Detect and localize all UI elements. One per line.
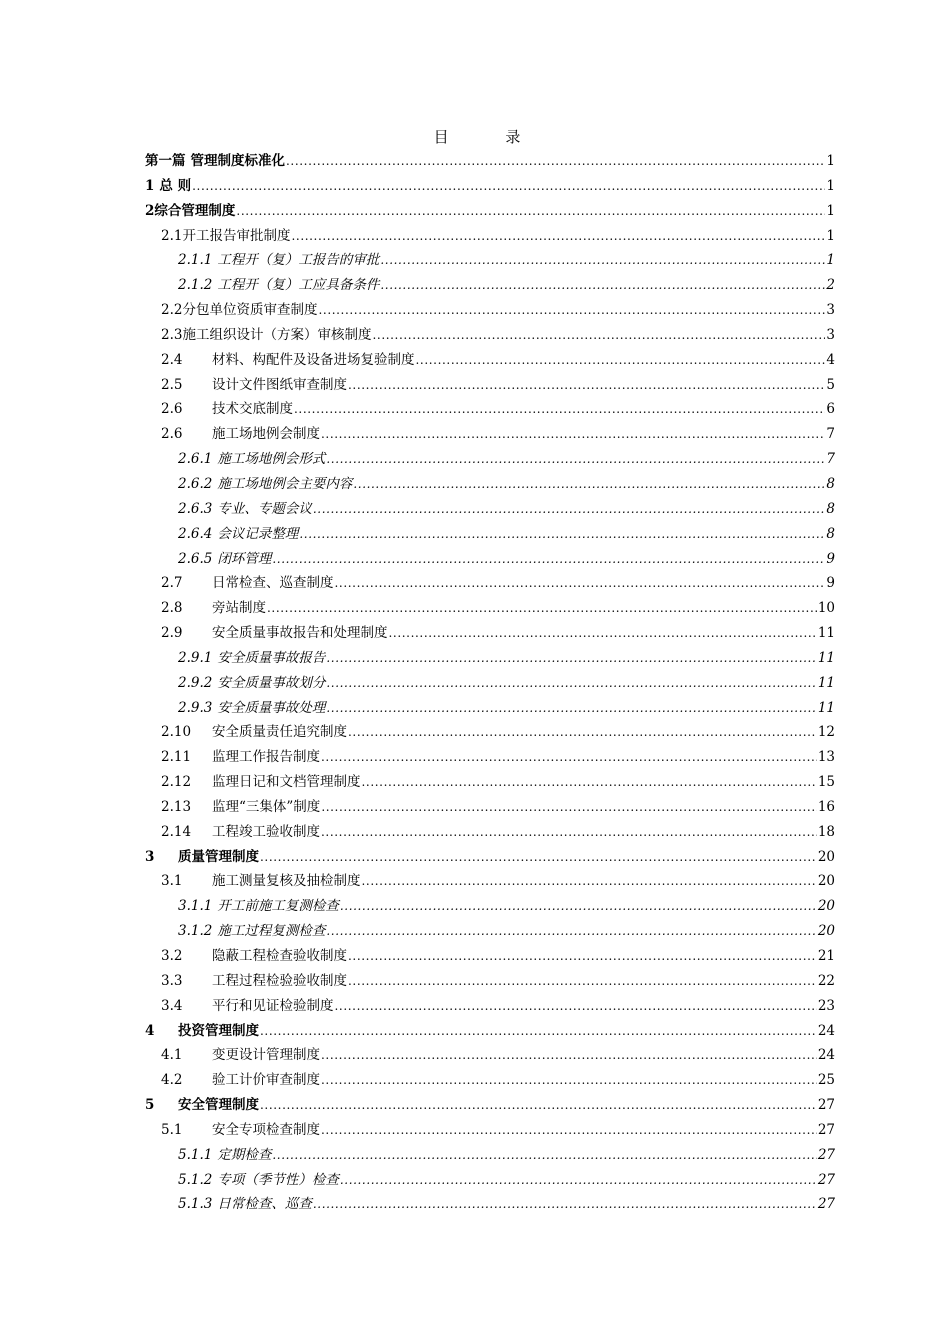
toc-entry-label: 监理工作报告制度 bbox=[212, 749, 320, 766]
toc-entry[interactable] bbox=[145, 373, 835, 398]
toc-entry-page-number: 9 bbox=[826, 575, 835, 592]
dot-leader bbox=[326, 646, 816, 671]
dot-leader bbox=[380, 248, 825, 273]
toc-entry[interactable] bbox=[145, 720, 835, 745]
toc-entry-page-number: 11 bbox=[817, 625, 835, 642]
dot-leader bbox=[260, 845, 817, 870]
dot-leader bbox=[321, 795, 817, 820]
toc-entry-page-number: 12 bbox=[817, 724, 835, 741]
toc-entry-page-number: 2 bbox=[826, 277, 835, 294]
toc-entry[interactable] bbox=[145, 273, 835, 298]
toc-entry-page-number: 23 bbox=[817, 997, 835, 1014]
toc-entry-label: 工程开（复）工应具备条件 bbox=[217, 277, 380, 294]
toc-entry-number: 2.1.1 bbox=[178, 252, 213, 269]
toc-entry-page-number: 8 bbox=[826, 500, 835, 517]
toc-entry-page-number: 27 bbox=[817, 1097, 835, 1114]
dot-leader bbox=[326, 696, 816, 721]
dot-leader bbox=[335, 571, 826, 596]
toc-entry-page-number: 9 bbox=[826, 550, 835, 567]
toc-entry[interactable] bbox=[145, 621, 835, 646]
toc-entry-number: 2.1.2 bbox=[178, 277, 213, 294]
toc-entry-number: 2.2 bbox=[161, 302, 183, 319]
toc-entry-number: 2.9 bbox=[161, 625, 183, 642]
toc-entry[interactable] bbox=[145, 472, 835, 497]
dot-leader bbox=[348, 373, 825, 398]
toc-entry-number: 2.8 bbox=[161, 600, 183, 617]
toc-entry-label: 定期检查 bbox=[217, 1146, 272, 1163]
toc-entry[interactable] bbox=[145, 1019, 835, 1044]
toc-entry-label: 施工组织设计（方案）审核制度 bbox=[182, 326, 372, 343]
toc-entry-label: 安全管理制度 bbox=[178, 1097, 259, 1114]
toc-entry[interactable] bbox=[145, 149, 835, 174]
toc-entry-page-number: 11 bbox=[817, 674, 835, 691]
toc-entry[interactable] bbox=[145, 770, 835, 795]
toc-entry-number: 第一篇 bbox=[145, 153, 186, 169]
toc-entry-page-number: 8 bbox=[826, 525, 835, 542]
toc-entry-label: 施工场地例会形式 bbox=[217, 451, 326, 468]
toc-entry[interactable] bbox=[145, 745, 835, 770]
toc-entry-label: 质量管理制度 bbox=[178, 848, 259, 865]
toc-entry-page-number: 25 bbox=[817, 1072, 835, 1089]
toc-entry-page-number: 20 bbox=[817, 848, 835, 865]
toc-entry-number: 3.3 bbox=[161, 972, 183, 989]
toc-entry-page-number: 20 bbox=[817, 923, 835, 940]
toc-entry[interactable] bbox=[145, 869, 835, 894]
toc-entry-page-number: 3 bbox=[826, 302, 835, 319]
dot-leader bbox=[192, 174, 825, 199]
toc-entry-page-number: 5 bbox=[826, 376, 835, 393]
toc-entry-label: 隐蔽工程检查验收制度 bbox=[212, 948, 347, 964]
toc-entry[interactable] bbox=[145, 894, 835, 919]
toc-entry-label: 闭环管理 bbox=[217, 550, 272, 567]
toc-entry-label: 工程过程检验验收制度 bbox=[212, 972, 347, 989]
toc-entry-page-number: 1 bbox=[826, 252, 835, 269]
dot-leader bbox=[362, 770, 817, 795]
dot-leader bbox=[321, 422, 825, 447]
toc-entry-page-number: 8 bbox=[826, 475, 835, 492]
dot-leader bbox=[353, 472, 825, 497]
dot-leader bbox=[294, 397, 825, 422]
dot-leader bbox=[326, 919, 816, 944]
toc-entry[interactable] bbox=[145, 571, 835, 596]
toc-entry[interactable] bbox=[145, 944, 835, 969]
dot-leader bbox=[272, 1143, 816, 1168]
toc-entry-number: 2.11 bbox=[161, 749, 192, 766]
toc-entry[interactable] bbox=[145, 845, 835, 870]
dot-leader bbox=[362, 869, 817, 894]
toc-entry[interactable] bbox=[145, 969, 835, 994]
dot-leader bbox=[326, 671, 816, 696]
dot-leader bbox=[272, 547, 825, 572]
dot-leader bbox=[416, 348, 826, 373]
dot-leader bbox=[236, 199, 825, 224]
toc-entry[interactable] bbox=[145, 497, 835, 522]
toc-entry-label: 材料、构配件及设备进场复验制度 bbox=[212, 351, 415, 368]
toc-entry[interactable] bbox=[145, 248, 835, 273]
toc-entry-number: 5 bbox=[145, 1097, 155, 1114]
toc-entry-number: 5.1 bbox=[161, 1121, 183, 1138]
toc-entry-label: 专项（季节性）检查 bbox=[217, 1171, 339, 1188]
toc-entry-page-number: 24 bbox=[817, 1047, 835, 1064]
toc-entry-label: 开工报告审批制度 bbox=[182, 227, 291, 244]
toc-entry-page-number: 1 bbox=[826, 153, 835, 169]
toc-entry[interactable] bbox=[145, 1043, 835, 1068]
toc-entry-number: 3.1 bbox=[161, 873, 183, 890]
dot-leader bbox=[318, 298, 825, 323]
toc-entry[interactable] bbox=[145, 1168, 835, 1193]
toc-entry[interactable] bbox=[145, 174, 835, 199]
toc-entry-page-number: 15 bbox=[817, 774, 835, 791]
toc-entry-label: 施工过程复测检查 bbox=[217, 923, 326, 940]
dot-leader bbox=[286, 149, 825, 174]
dot-leader bbox=[380, 273, 825, 298]
toc-entry-number: 2.9.2 bbox=[178, 674, 213, 691]
toc-entry-page-number: 11 bbox=[817, 649, 835, 666]
toc-entry-number: 2.6.2 bbox=[178, 475, 213, 492]
toc-entry-number: 4.2 bbox=[161, 1072, 183, 1089]
toc-entry-number: 2.13 bbox=[161, 798, 192, 815]
dot-leader bbox=[326, 447, 825, 472]
toc-entry-label: 安全质量事故划分 bbox=[217, 674, 326, 691]
toc-entry-page-number: 10 bbox=[817, 600, 835, 617]
toc-entry-page-number: 1 bbox=[826, 177, 835, 194]
toc-entry[interactable] bbox=[145, 447, 835, 472]
toc-entry-label: 平行和见证检验制度 bbox=[212, 997, 334, 1014]
toc-entry-number: 5.1.3 bbox=[178, 1196, 213, 1213]
toc-entry[interactable] bbox=[145, 1192, 835, 1217]
toc-entry-label: 工程竣工验收制度 bbox=[212, 823, 320, 840]
toc-entry-number: 2 bbox=[145, 202, 155, 219]
toc-entry[interactable] bbox=[145, 397, 835, 422]
toc-entry-page-number: 7 bbox=[826, 426, 835, 443]
toc-entry-label: 专业、专题会议 bbox=[217, 500, 312, 517]
toc-entry[interactable] bbox=[145, 994, 835, 1019]
toc-entry-label: 投资管理制度 bbox=[178, 1022, 259, 1039]
toc-entry-page-number: 24 bbox=[817, 1022, 835, 1039]
toc-entry-page-number: 4 bbox=[826, 351, 835, 368]
toc-entry[interactable] bbox=[145, 224, 835, 249]
toc-entry-page-number: 27 bbox=[817, 1121, 835, 1138]
toc-entry-number: 5.1.2 bbox=[178, 1171, 213, 1188]
toc-entry[interactable] bbox=[145, 1143, 835, 1168]
toc-entry-number: 2.10 bbox=[161, 724, 192, 741]
toc-entry-page-number: 3 bbox=[826, 326, 835, 343]
dot-leader bbox=[260, 1019, 817, 1044]
toc-entry-page-number: 22 bbox=[817, 972, 835, 989]
toc-entry-label: 安全质量责任追究制度 bbox=[212, 724, 347, 741]
toc-entry-number: 2.4 bbox=[161, 351, 183, 368]
toc-entry-page-number: 18 bbox=[817, 823, 835, 840]
toc-entry-page-number: 27 bbox=[817, 1171, 835, 1188]
toc-entry[interactable] bbox=[145, 820, 835, 845]
table-of-contents bbox=[145, 149, 835, 1217]
dot-leader bbox=[299, 522, 825, 547]
toc-entry-label: 开工前施工复测检查 bbox=[217, 898, 339, 915]
toc-entry-page-number: 20 bbox=[817, 873, 835, 890]
toc-entry-number: 2.9.3 bbox=[178, 699, 213, 716]
toc-entry-label: 安全质量事故报告 bbox=[217, 649, 326, 666]
toc-entry-number: 2.1 bbox=[161, 227, 183, 244]
dot-leader bbox=[321, 1068, 817, 1093]
toc-entry-label: 施工场地例会主要内容 bbox=[217, 475, 353, 492]
toc-entry-number: 2.12 bbox=[161, 774, 192, 791]
toc-entry-number: 2.6.1 bbox=[178, 451, 213, 468]
toc-entry-number: 3.2 bbox=[161, 948, 183, 964]
toc-entry-label: 总 则 bbox=[159, 177, 192, 194]
dot-leader bbox=[291, 224, 825, 249]
toc-entry[interactable] bbox=[145, 422, 835, 447]
toc-entry-label: 验工计价审查制度 bbox=[212, 1072, 320, 1089]
toc-title: 目 录 bbox=[433, 128, 547, 146]
toc-entry-label: 施工场地例会制度 bbox=[212, 426, 320, 443]
toc-entry-number: 4.1 bbox=[161, 1047, 183, 1064]
toc-entry[interactable] bbox=[145, 671, 835, 696]
toc-entry-page-number: 7 bbox=[826, 451, 835, 468]
toc-entry-label: 日常检查、巡查 bbox=[217, 1196, 312, 1213]
toc-entry-number: 2.6.4 bbox=[178, 525, 213, 542]
toc-entry-label: 分包单位资质审查制度 bbox=[182, 302, 318, 319]
toc-entry-label: 综合管理制度 bbox=[154, 202, 236, 219]
toc-entry-label: 日常检查、巡查制度 bbox=[212, 575, 334, 592]
toc-entry-number: 2.7 bbox=[161, 575, 183, 592]
toc-entry-number: 3.1.2 bbox=[178, 923, 213, 940]
toc-entry-number: 4 bbox=[145, 1022, 155, 1039]
dot-leader bbox=[348, 720, 817, 745]
toc-entry[interactable] bbox=[145, 1068, 835, 1093]
dot-leader bbox=[372, 323, 825, 348]
dot-leader bbox=[260, 1093, 817, 1118]
toc-entry-page-number: 13 bbox=[817, 749, 835, 766]
toc-entry-page-number: 1 bbox=[826, 202, 835, 219]
toc-entry[interactable] bbox=[145, 1118, 835, 1143]
toc-entry-label: 安全质量事故报告和处理制度 bbox=[212, 625, 388, 642]
toc-entry[interactable] bbox=[145, 919, 835, 944]
toc-entry-label: 设计文件图纸审查制度 bbox=[212, 376, 347, 393]
dot-leader bbox=[389, 621, 817, 646]
toc-entry-page-number: 27 bbox=[817, 1196, 835, 1213]
dot-leader bbox=[321, 1043, 817, 1068]
dot-leader bbox=[313, 1192, 817, 1217]
dot-leader bbox=[321, 745, 817, 770]
toc-entry-label: 变更设计管理制度 bbox=[212, 1047, 320, 1064]
dot-leader bbox=[348, 944, 817, 969]
toc-entry-page-number: 16 bbox=[817, 798, 835, 815]
toc-entry[interactable] bbox=[145, 696, 835, 721]
toc-entry-number: 2.6.3 bbox=[178, 500, 213, 517]
dot-leader bbox=[313, 497, 826, 522]
toc-entry-label: 施工测量复核及抽检制度 bbox=[212, 873, 361, 890]
dot-leader bbox=[340, 1168, 817, 1193]
toc-entry[interactable] bbox=[145, 646, 835, 671]
toc-entry[interactable] bbox=[145, 323, 835, 348]
toc-entry-label: 会议记录整理 bbox=[217, 525, 299, 542]
toc-entry-number: 2.6.5 bbox=[178, 550, 213, 567]
toc-entry-page-number: 21 bbox=[817, 948, 835, 964]
toc-entry-page-number: 6 bbox=[826, 401, 835, 418]
toc-entry-number: 2.6 bbox=[161, 401, 183, 418]
dot-leader bbox=[340, 894, 817, 919]
toc-entry-label: 旁站制度 bbox=[212, 600, 266, 617]
toc-entry-number: 1 bbox=[145, 177, 155, 194]
toc-entry-label: 监理日记和文档管理制度 bbox=[212, 774, 361, 791]
toc-entry[interactable] bbox=[145, 522, 835, 547]
toc-entry-page-number: 27 bbox=[817, 1146, 835, 1163]
toc-entry-label: 安全专项检查制度 bbox=[212, 1121, 320, 1138]
toc-entry-number: 2.14 bbox=[161, 823, 192, 840]
toc-entry-page-number: 20 bbox=[817, 898, 835, 915]
toc-entry-label: 工程开（复）工报告的审批 bbox=[217, 252, 380, 269]
toc-entry-label: 安全质量事故处理 bbox=[217, 699, 326, 716]
dot-leader bbox=[267, 596, 817, 621]
toc-entry-label: 监理“三集体”制度 bbox=[212, 798, 321, 815]
toc-entry-number: 2.9.1 bbox=[178, 649, 213, 666]
toc-entry-page-number: 11 bbox=[817, 699, 835, 716]
toc-entry-number: 3 bbox=[145, 848, 155, 865]
toc-entry[interactable] bbox=[145, 348, 835, 373]
toc-entry-label: 管理制度标准化 bbox=[190, 153, 285, 169]
toc-entry-number: 3.1.1 bbox=[178, 898, 213, 915]
dot-leader bbox=[335, 994, 817, 1019]
toc-entry-page-number: 1 bbox=[826, 227, 835, 244]
toc-entry-label: 技术交底制度 bbox=[212, 401, 293, 418]
dot-leader bbox=[321, 820, 817, 845]
toc-entry[interactable] bbox=[145, 199, 835, 224]
dot-leader bbox=[321, 1118, 817, 1143]
toc-entry-number: 2.3 bbox=[161, 326, 183, 343]
toc-entry[interactable] bbox=[145, 298, 835, 323]
toc-entry-number: 3.4 bbox=[161, 997, 183, 1014]
toc-entry-number: 2.5 bbox=[161, 376, 183, 393]
toc-entry[interactable] bbox=[145, 795, 835, 820]
toc-entry[interactable] bbox=[145, 547, 835, 572]
toc-entry-number: 5.1.1 bbox=[178, 1146, 213, 1163]
toc-entry-number: 2.6 bbox=[161, 426, 183, 443]
toc-entry[interactable] bbox=[145, 596, 835, 621]
toc-entry[interactable] bbox=[145, 1093, 835, 1118]
dot-leader bbox=[348, 969, 817, 994]
